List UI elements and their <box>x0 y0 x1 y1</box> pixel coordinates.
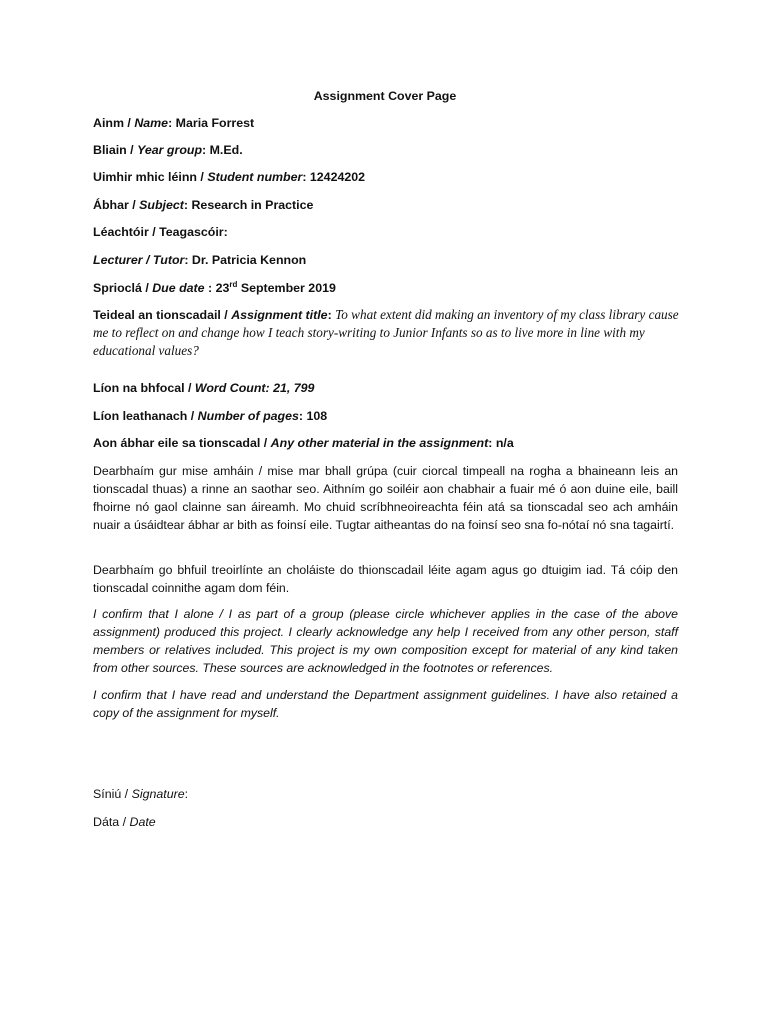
tutor-value: Dr. Patricia Kennon <box>191 253 307 267</box>
due-date-day: 23 <box>215 281 230 296</box>
pages-field: Líon leathanach / Number of pages: 108 <box>93 409 328 423</box>
declaration-irish-paragraph: Dearbhaím gur mise amháin / mise mar bhall grúpa (cuir ciorcal timpeall na rogha a bhaineann leis an tionscadal thuas) a rinne an saothar seo. Aithním go soiléir aon chabhair a fuair mé ó aon duine eile, baill fhoirne nó gaol clainne san áireamh. Mo chuid scríbhneoireachta féin atá sa tionscadal seo ach amháin nuair a úsáidtear ábhar ar bith as foinsí eile. Tugtar aitheantas do na foinsí seo sna fo-nótaí nó sna tagairtí. <box>93 464 678 532</box>
page-title: Assignment Cover Page <box>313 89 457 103</box>
due-date-field: Sprioclá / Due date : 23rd September 2019 <box>93 280 336 296</box>
declaration-english-paragraph: I confirm that I alone / I as part of a group (please circle whichever applies in the case of the above assignment) produced this project. I clearly acknowledge any help I received from any other person, staff members or relatives included. This project is my own composition except for material of any kind taken from other sources. These sources are acknowledged in the footnotes or references. <box>93 607 678 675</box>
assignment-title-value: To what extent did making an inventory of my class library cause me to reflect on and change how I teach story-writing to Junior Infants so as to live more in line with my educational values? <box>93 307 679 358</box>
tutor-field: Lecturer / Tutor: Dr. Patricia Kennon <box>93 253 307 267</box>
student-number-field: Uimhir mhic léinn / Student number: 12424202 <box>93 170 366 184</box>
lecturer-irish-field: Léachtóir / Teagascóir: <box>93 225 228 239</box>
word-count-field: Líon na bhfocal / Word Count: 21, 799 <box>93 381 315 395</box>
name-field: Ainm / Name: Maria Forrest <box>93 116 255 130</box>
assignment-title-field: Teideal an tionscadail / Assignment title: To what extent did making an inventory of my class library cause me to reflect on and change how I teach story-writing to Junior Infants so as to live more in line with my educational values? <box>93 307 679 358</box>
year-group-value: M.Ed. <box>209 143 243 157</box>
year-group-field: Bliain / Year group: M.Ed. <box>93 143 243 157</box>
date-line: Dáta / Date <box>93 815 156 829</box>
other-material-value: n/a <box>495 436 514 450</box>
student-number-value: 12424202 <box>309 170 366 184</box>
subject-value: Research in Practice <box>191 198 314 212</box>
guidelines-english-paragraph: I confirm that I have read and understand the Department assignment guidelines. I have also retained a copy of the assignment for myself. <box>93 688 678 720</box>
other-material-field: Aon ábhar eile sa tionscadal / Any other material in the assignment: n/a <box>93 436 514 450</box>
name-value: Maria Forrest <box>175 116 255 130</box>
guidelines-irish-paragraph: Dearbhaím go bhfuil treoirlínte an choláiste do thionscadail léite agam agus go dtuigim iad. Tá cóip den tionscadal coinnithe agam dom féin. <box>93 563 678 595</box>
subject-field: Ábhar / Subject: Research in Practice <box>93 198 314 212</box>
signature-line: Síniú / Signature: <box>93 787 189 801</box>
pages-value: 108 <box>306 409 328 423</box>
